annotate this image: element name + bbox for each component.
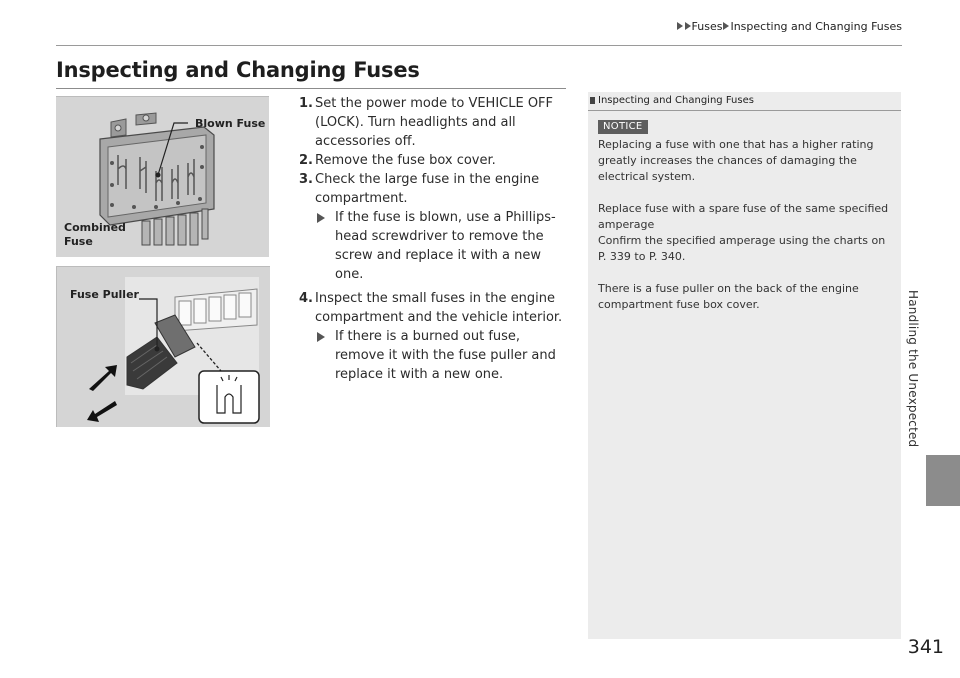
step-2 [285,151,569,170]
step-3 [285,170,569,284]
note-paragraph: There is a fuse puller on the back of the engine compartment fuse box cover. [598,282,859,311]
step-number: 2. [299,153,313,168]
step-text: Set the power mode to VEHICLE OFF (LOCK). Turn headlights and all accessories off. [315,96,554,149]
note-paragraph: Replace fuse with a spare fuse of the same specified amperage Confirm the specified amperage using the charts on P. 339 to P. 340. [598,202,889,263]
instruction-steps [285,94,569,384]
step-4-subnote [315,327,569,384]
subnote-text: If the fuse is blown, use a Phillips-head screwdriver to remove the screw and replace it with a new one. [335,210,556,282]
bullet-arrow-icon [317,332,325,342]
note-marker-icon [590,97,595,104]
step-text: Check the large fuse in the engine compartment. [315,172,540,206]
note-divider [588,110,901,111]
note-heading: Inspecting and Changing Fuses [588,95,754,106]
note-panel [588,92,901,639]
section-tab-marker [926,455,960,506]
step-number: 1. [299,96,313,111]
breadcrumb [640,20,902,33]
step-text: Inspect the small fuses in the engine compartment and the vehicle interior. [315,291,563,325]
section-tab-label: Handling the Unexpected [906,290,920,448]
step-number: 4. [299,291,313,306]
figure-fuse-puller [56,266,270,427]
breadcrumb-item-current[interactable]: Inspecting and Changing Fuses [730,20,902,33]
step-3-subnote [315,208,569,284]
step-1 [285,94,569,151]
step-number: 3. [299,172,313,187]
label-blown-fuse: Blown Fuse [195,117,266,130]
page-number: 341 [907,636,944,658]
label-combined-fuse: Combined Fuse [64,221,126,248]
page-reference-link[interactable]: Confirm the specified amperage using the charts on P. 339 to P. 340. [598,234,886,263]
figure-fuse-box [56,96,269,257]
bullet-arrow-icon [317,213,325,223]
note-paragraph: Replacing a fuse with one that has a higher rating greatly increases the chances of damaging the electrical system. [598,138,874,183]
breadcrumb-arrow-icon [723,22,729,30]
header-divider [56,45,902,46]
page-title: Inspecting and Changing Fuses [56,58,420,82]
label-fuse-puller: Fuse Puller [70,288,139,301]
subnote-text: If there is a burned out fuse, remove it with the fuse puller and replace it with a new one. [335,329,556,382]
breadcrumb-item-fuses[interactable]: Fuses [691,20,723,33]
step-4 [285,289,569,384]
note-body [598,137,894,329]
step-text: Remove the fuse box cover. [315,153,496,168]
breadcrumb-arrow-icon [677,22,683,30]
breadcrumb-arrow-icon [685,22,691,30]
title-divider [56,88,566,89]
notice-badge: NOTICE [598,120,648,134]
